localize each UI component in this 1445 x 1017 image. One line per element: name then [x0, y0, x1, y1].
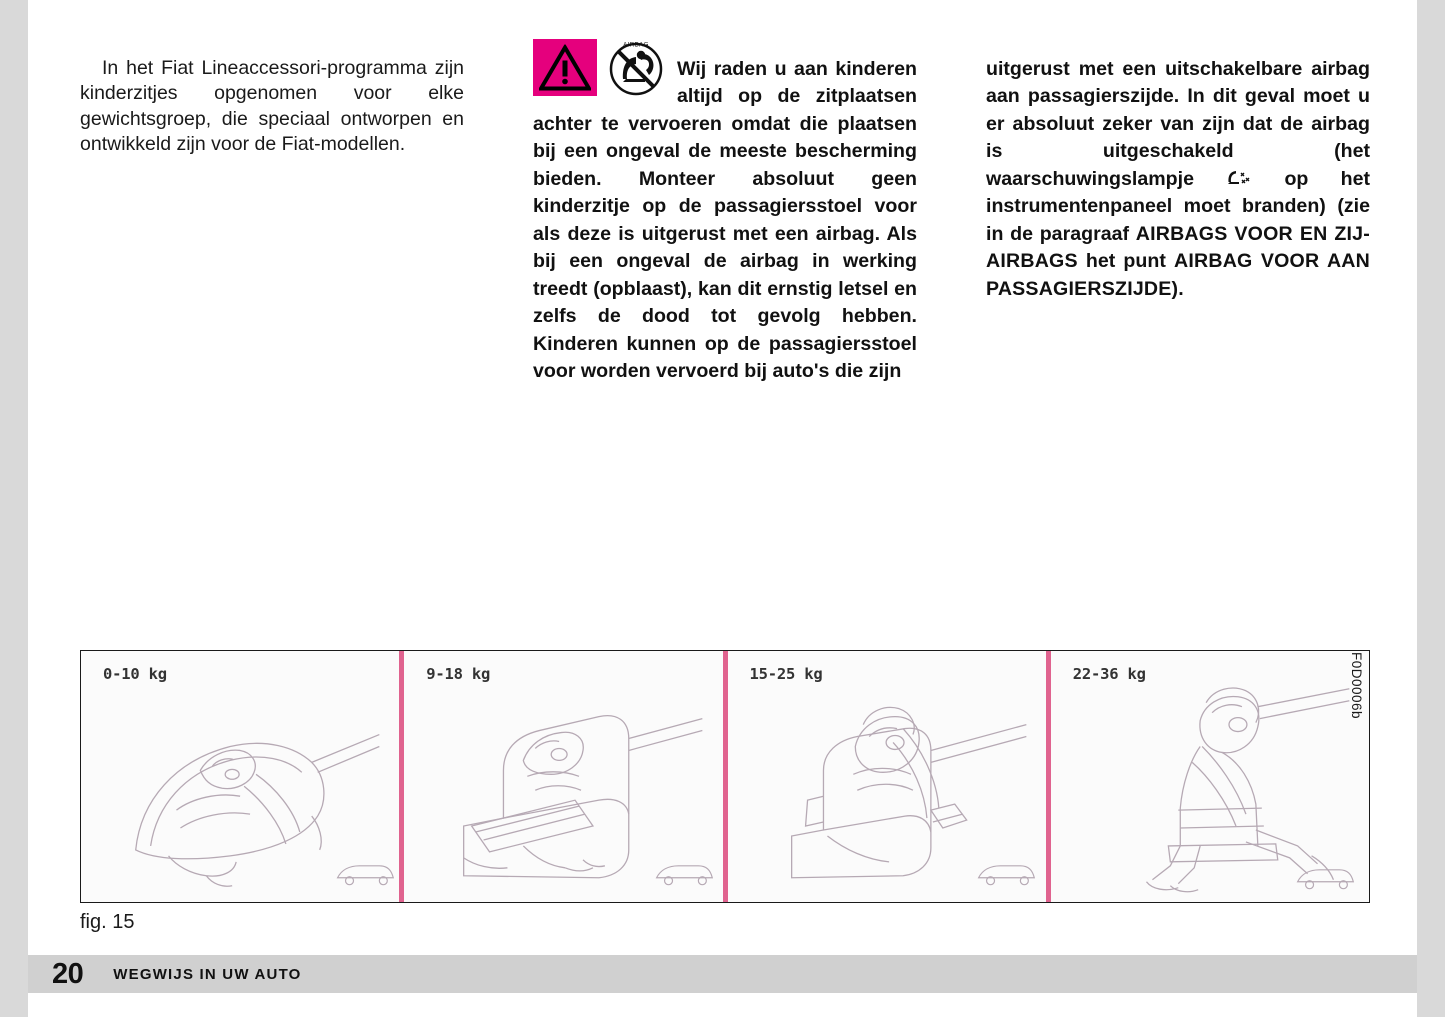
page-number: 20 — [52, 957, 84, 990]
page-gutter-left — [0, 0, 28, 1017]
no-child-seat-airbag-icon — [605, 39, 667, 96]
text-columns — [80, 36, 1370, 405]
no-child-seat-airbag-glyph — [605, 39, 667, 96]
column-one — [80, 36, 464, 405]
figure-child-seat-groups — [80, 650, 1370, 903]
infant-carrier-rear-facing-illustration — [81, 651, 399, 900]
figure-panel-0-10kg — [81, 651, 399, 902]
figure-panel-22-36kg — [1051, 651, 1369, 902]
column-three — [986, 36, 1370, 405]
figure-panel-label: 9-18 kg — [426, 665, 491, 683]
figure-reference-code: F0D0006b — [1349, 652, 1364, 720]
footer-gutter — [0, 955, 28, 993]
paragraph-child-seat-warning: Wij raden u aan kinderen altijd op de zitplaatsen achter te vervoeren omdat die plaatsen bij een ongeval de meeste bescherming bieden. Monteer absoluut geen kinderzitje op de passagiersstoel voor als deze is uitgerust met een airbag. Als bij een ongeval de airbag in werking treedt (opblaast), kan dit ernstig letsel en zelfs de dood tot gevolg hebben. Kinderen kunnen op de passagiersstoel voor worden vervoerd bij auto's die zijn — [533, 57, 917, 383]
child-seat-booster-illustration — [728, 651, 1046, 900]
figure-caption: fig. 15 — [80, 911, 135, 933]
page-footer — [28, 955, 1417, 993]
toddler-seat-forward-facing-illustration — [404, 651, 722, 900]
page-content — [28, 0, 1417, 1017]
figure-panel-9-18kg — [404, 651, 722, 902]
airbag-off-warning-lamp-icon — [1226, 169, 1252, 186]
paragraph-deactivated-airbag — [986, 56, 1370, 304]
page-gutter-right — [1417, 0, 1445, 1017]
figure-panel-label: 0-10 kg — [103, 665, 167, 683]
warning-triangle-icon — [533, 39, 597, 96]
col3-text-part2: op het instrumentenpaneel moet branden) (zie in de paragraaf — [986, 167, 1371, 245]
figure-panel-label: 15-25 kg — [749, 665, 823, 683]
chapter-title: WEGWIJS IN UW AUTO — [113, 965, 302, 983]
figure-panel-15-25kg — [728, 651, 1046, 902]
booster-cushion-belt-illustration — [1051, 651, 1369, 900]
column-two — [533, 36, 917, 405]
airbag-off-lamp-glyph — [1226, 171, 1252, 188]
cross-reference-airbags: AIRBAGS VOOR EN ZIJ-AIRBAGS — [986, 222, 1370, 273]
col3-text-part3: het punt — [1085, 250, 1166, 273]
warning-triangle-glyph — [539, 44, 591, 91]
figure-panel-label: 22-36 kg — [1072, 665, 1146, 683]
paragraph-lineaccessori: In het Fiat Lineaccessori-programma zijn kinderzitjes opgenomen voor elke gewichtsgroep, die speciaal ontworpen en ontwikkeld zijn voor de Fiat-modellen. — [80, 56, 464, 155]
svg-text:AIRBAG: AIRBAG — [623, 41, 649, 49]
warning-icons-group — [533, 39, 667, 96]
cross-reference-passenger-airbag: AIRBAG VOOR AAN PASSAGIERSZIJDE). — [986, 250, 1370, 300]
col3-text-part1: uitgerust met een uitschakelbare airbag aan passagierszijde. In dit geval moet u er absoluut zeker van zijn dat de airbag is uitgeschakeld (het waarschuwingslampje — [986, 57, 1370, 190]
